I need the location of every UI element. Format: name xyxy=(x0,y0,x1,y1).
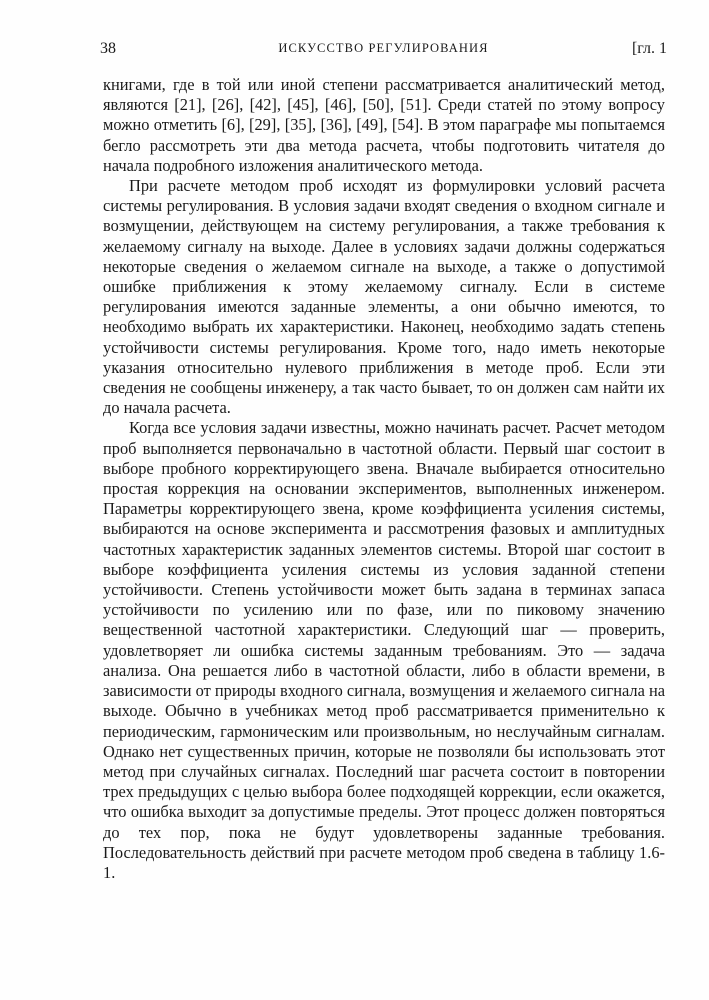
page-body xyxy=(103,75,665,883)
paragraph-continuation: книгами, где в той или иной степени рассматривается аналитический метод, являются [21], [26], [42], [45], [46], [50], [51]. Среди статей по этому вопросу можно отметить [6], [29], [35], [36], [49], [54]. В этом параграфе мы попытаемся бегло рассмотреть эти два метода расчета, чтобы подготовить читателя до начала подробного изложения аналитического метода. xyxy=(103,75,665,175)
paragraph-trial-method-steps: Когда все условия задачи известны, можно начинать расчет. Расчет методом проб выполняется первоначально в частотной области. Первый шаг состоит в выборе пробного корректирующего звена. Вначале выбирается относительно простая коррекция на основании экспериментов, выполненных инженером. Параметры корректирующего звена, кроме коэффициента усиления системы, выбираются на основе эксперимента и рассмотрения фазовых и амплитудных частотных характеристик заданных элементов системы. Второй шаг состоит в выборе коэффициента усиления системы из условия заданной степени устойчивости. Степень устойчивости может быть задана в терминах запаса устойчивости по усилению или по фазе, или по пиковому значению вещественной частотной характеристики. Следующий шаг — проверить, удовлетворяет ли ошибка системы заданным требованиям. Это — задача анализа. Она решается либо в частотной области, либо в области времени, в зависимости от природы входного сигнала, возмущения и желаемого сигнала на выходе. Обычно в учебниках метод проб рассматривается применительно к периодическим, гармоническим или произвольным, но неслучайным сигналам. Однако нет существенных причин, которые не позволяли бы использовать этот метод при случайных сигналах. Последний шаг расчета состоит в повторении трех предыдущих с целью выбора более подходящей коррекции, если окажется, что ошибка выходит за допустимые пределы. Этот процесс должен повторяться до тех пор, пока не будут удовлетворены заданные требования. Последовательность действий при расчете методом проб сведена в таблицу 1.6-1. xyxy=(103,418,665,882)
running-title: ИСКУССТВО РЕГУЛИРОВАНИЯ xyxy=(278,41,489,55)
chapter-reference: [гл. 1 xyxy=(631,40,667,57)
page-header xyxy=(100,40,667,64)
paragraph-trial-method-conditions: При расчете методом проб исходят из формулировки условий расчета системы регулирования. В условия задачи входят сведения о входном сигнале и возмущении, действующем на систему регулирования, а также требования к желаемому сигналу на выходе. Далее в условиях задачи должны содержаться некоторые сведения о желаемом сигнале на выходе, а также о допустимой ошибке приближения к этому желаемому сигналу. Если в системе регулирования имеются заданные элементы, а они обычно имеются, то необходимо выбрать их характеристики. Наконец, необходимо задать степень устойчивости системы регулирования. Кроме того, надо иметь некоторые указания относительно нулевого приближения в методе проб. Если эти сведения не сообщены инженеру, а так часто бывает, то он должен сам найти их до начала расчета. xyxy=(103,176,665,418)
page-number: 38 xyxy=(100,40,116,57)
